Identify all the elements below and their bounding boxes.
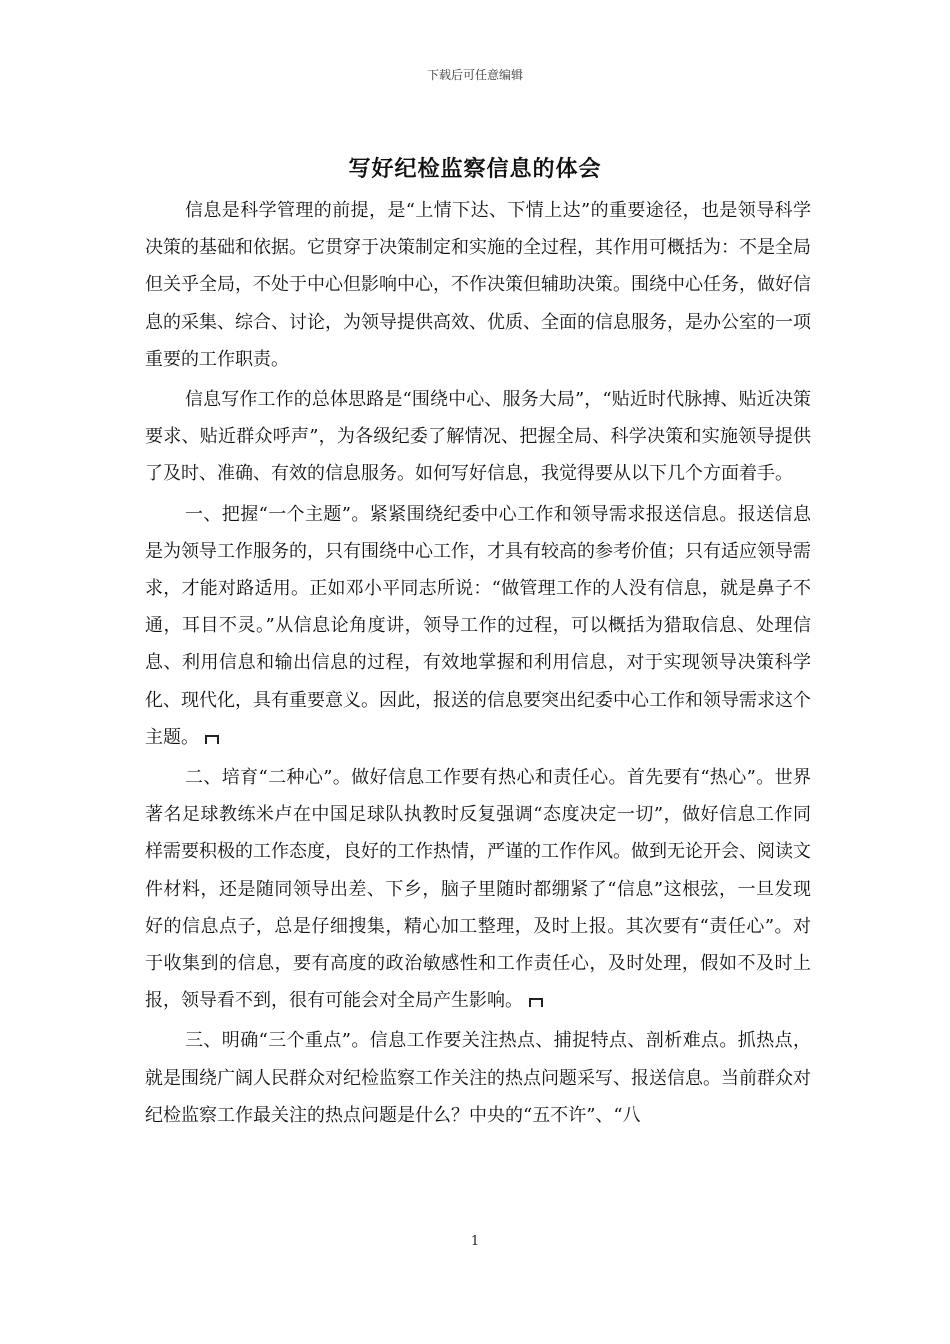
- paragraph-5: [145, 1022, 811, 1134]
- paragraph-4: [145, 759, 811, 1019]
- paragraph-2: [145, 381, 811, 493]
- header-note: 下载后可任意编辑: [426, 68, 523, 82]
- bracket-mark-icon: [529, 998, 543, 1007]
- paragraph-1: [145, 192, 811, 378]
- document-body: [145, 192, 811, 1137]
- paragraph-2-text: 信息写作工作的总体思路是“围绕中心、服务大局”，“贴近时代脉搏、贴近决策要求、贴近群众呼声”，为各级纪委了解情况、把握全局、科学决策和实施领导提供了及时、准确、有效的信息服务。如何写好信息，我觉得要从以下几个方面着手。: [145, 389, 811, 485]
- paragraph-1-text: 信息是科学管理的前提，是“上情下达、下情上达”的重要途径，也是领导科学决策的基础和依据。它贯穿于决策制定和实施的全过程，其作用可概括为：不是全局但关乎全局，不处于中心但影响中心，不作决策但辅助决策。围绕中心任务，做好信息的采集、综合、讨论，为领导提供高效、优质、全面的信息服务，是办公室的一项重要的工作职责。: [145, 200, 811, 370]
- document-title: 写好纪检监察信息的体会: [348, 156, 602, 182]
- page-number: 1: [470, 1234, 480, 1249]
- paragraph-4-text: 二、培育“二种心”。做好信息工作要有热心和责任心。首先要有“热心”。世界著名足球教练米卢在中国足球队执教时反复强调“态度决定一切”，做好信息工作同样需要积极的工作态度，良好的工作热情，严谨的工作作风。做到无论开会、阅读文件材料，还是随同领导出差、下乡，脑子里随时都绷紧了“信息”这根弦，一旦发现好的信息点子，总是仔细搜集，精心加工整理，及时上报。其次要有“责任心”。对于收集到的信息，要有高度的政治敏感性和工作责任心，及时处理，假如不及时上报，领导看不到，很有可能会对全局产生影响。: [145, 767, 811, 1012]
- paragraph-3: [145, 496, 811, 756]
- bracket-mark-icon: [205, 735, 219, 744]
- paragraph-5-text: 三、明确“三个重点”。信息工作要关注热点、捕捉特点、剖析难点。抓热点，就是围绕广阔人民群众对纪检监察工作关注的热点问题采写、报送信息。当前群众对纪检监察工作最关注的热点问题是什么？中央的“五不许”、“八: [145, 1030, 811, 1126]
- paragraph-3-text: 一、把握“一个主题”。紧紧围绕纪委中心工作和领导需求报送信息。报送信息是为领导工作服务的，只有围绕中心工作，才具有较高的参考价值；只有适应领导需求，才能对路适用。正如邓小平同志所说：“做管理工作的人没有信息，就是鼻子不通，耳目不灵。”从信息论角度讲，领导工作的过程，可以概括为猎取信息、处理信息、利用信息和输出信息的过程，有效地掌握和利用信息，对于实现领导决策科学化、现代化，具有重要意义。因此，报送的信息要突出纪委中心工作和领导需求这个主题。: [145, 503, 811, 748]
